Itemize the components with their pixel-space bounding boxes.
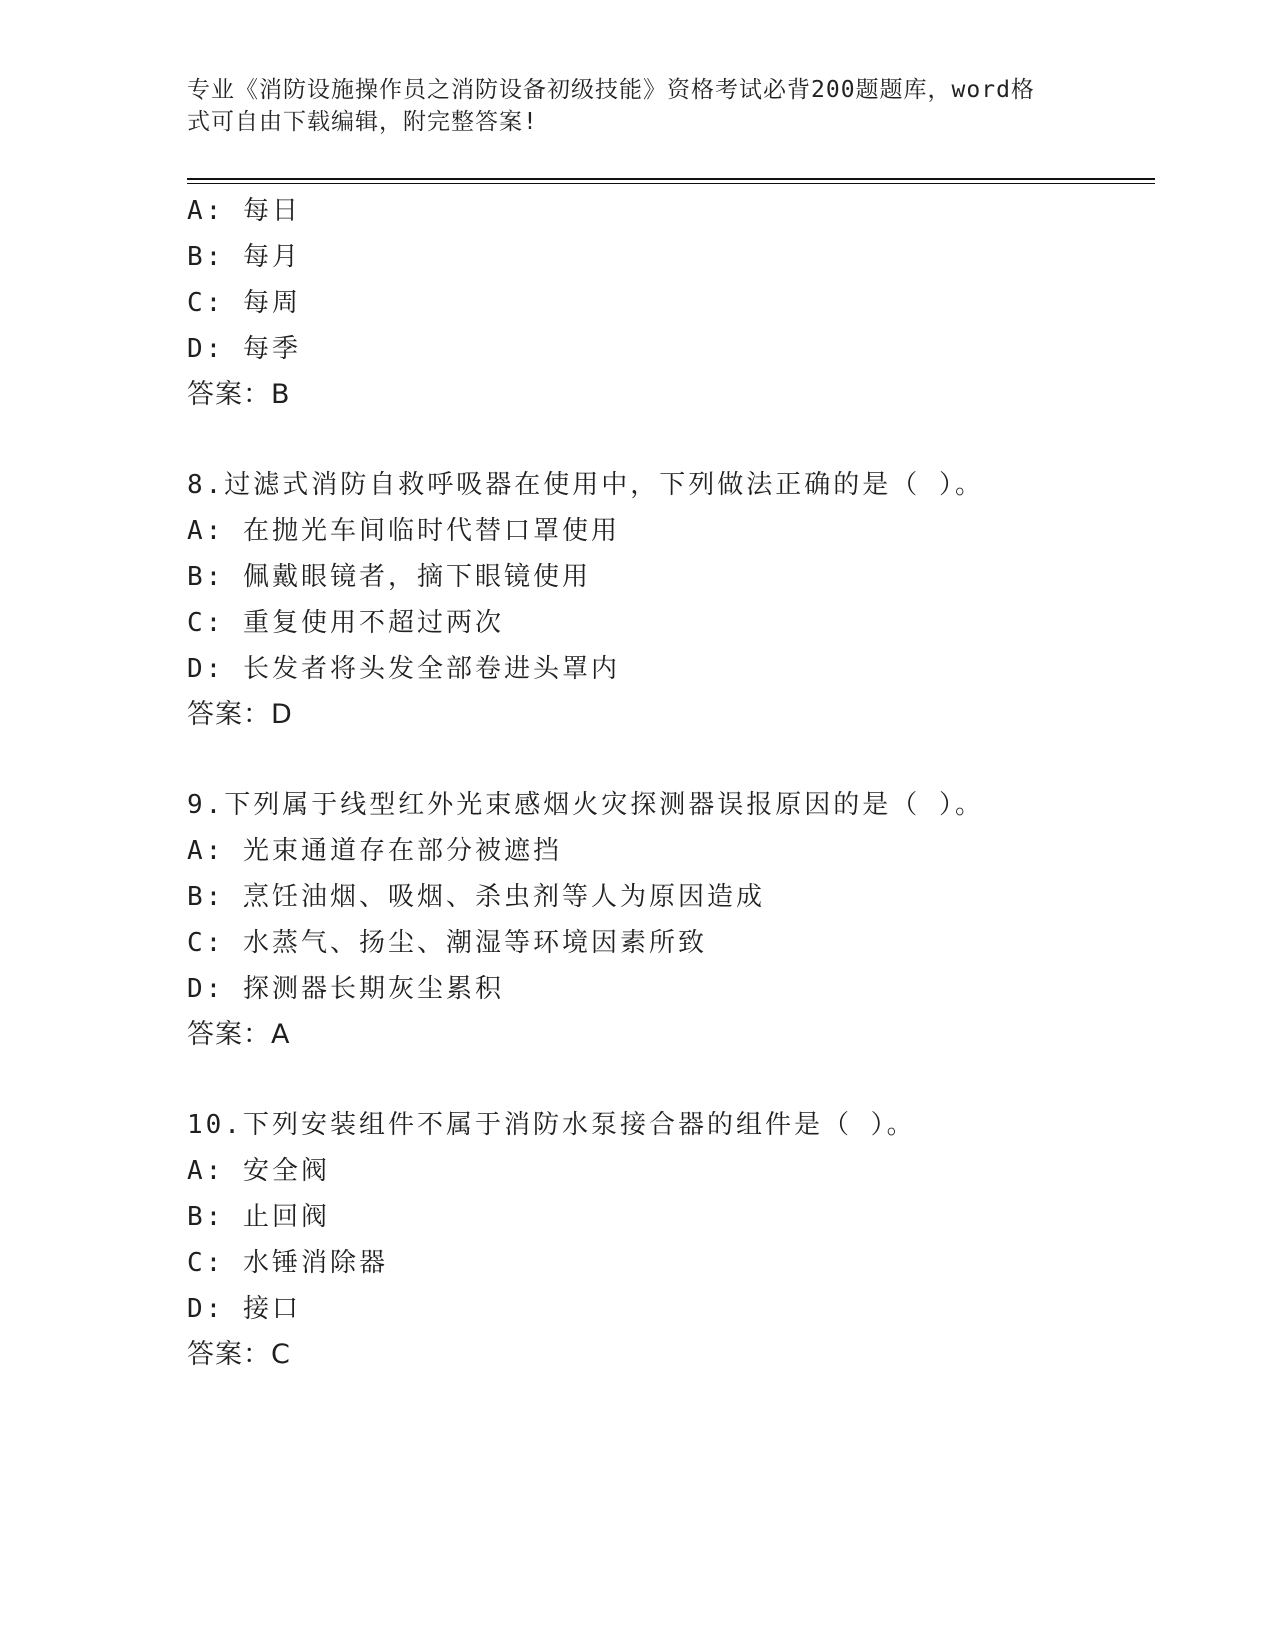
question-block-10 [187, 1102, 1155, 1378]
option-a: A: 在抛光车间临时代替口罩使用 [187, 516, 620, 546]
option-c: C: 重复使用不超过两次 [187, 608, 504, 638]
answer: 答案：A [187, 1019, 291, 1050]
header-rule-thick [187, 178, 1155, 180]
option-d: D: 接口 [187, 1294, 301, 1324]
option-c: C: 每周 [187, 288, 301, 318]
option-a: A: 安全阀 [187, 1156, 330, 1186]
option-c: C: 水蒸气、扬尘、潮湿等环境因素所致 [187, 928, 707, 958]
option-b: B: 止回阀 [187, 1202, 330, 1232]
question-text: 10.下列安装组件不属于消防水泵接合器的组件是（ ）。 [187, 1110, 916, 1140]
option-a: A: 光束通道存在部分被遮挡 [187, 836, 562, 866]
option-d: D: 探测器长期灰尘累积 [187, 974, 504, 1004]
answer: 答案：B [187, 379, 291, 410]
header-line-2: 式可自由下载编辑，附完整答案! [187, 109, 538, 135]
page-header [187, 74, 1087, 138]
question-text: 8.过滤式消防自救呼吸器在使用中，下列做法正确的是（ ）。 [187, 470, 984, 500]
option-a: A: 每日 [187, 196, 301, 226]
option-b: B: 烹饪油烟、吸烟、杀虫剂等人为原因造成 [187, 882, 765, 912]
question-list [187, 188, 1155, 1378]
header-rule-thin [187, 183, 1155, 184]
question-block-9 [187, 782, 1155, 1058]
option-b: B: 每月 [187, 242, 301, 272]
question-text: 9.下列属于线型红外光束感烟火灾探测器误报原因的是（ ）。 [187, 790, 984, 820]
option-d: D: 长发者将头发全部卷进头罩内 [187, 654, 620, 684]
option-d: D: 每季 [187, 334, 301, 364]
option-c: C: 水锤消除器 [187, 1248, 388, 1278]
question-block-7 [187, 188, 1155, 418]
answer: 答案：C [187, 1339, 291, 1370]
header-line-1: 专业《消防设施操作员之消防设备初级技能》资格考试必背200题题库，word格 [187, 77, 1035, 103]
answer: 答案：D [187, 699, 293, 730]
option-b: B: 佩戴眼镜者，摘下眼镜使用 [187, 562, 591, 592]
question-block-8 [187, 462, 1155, 738]
